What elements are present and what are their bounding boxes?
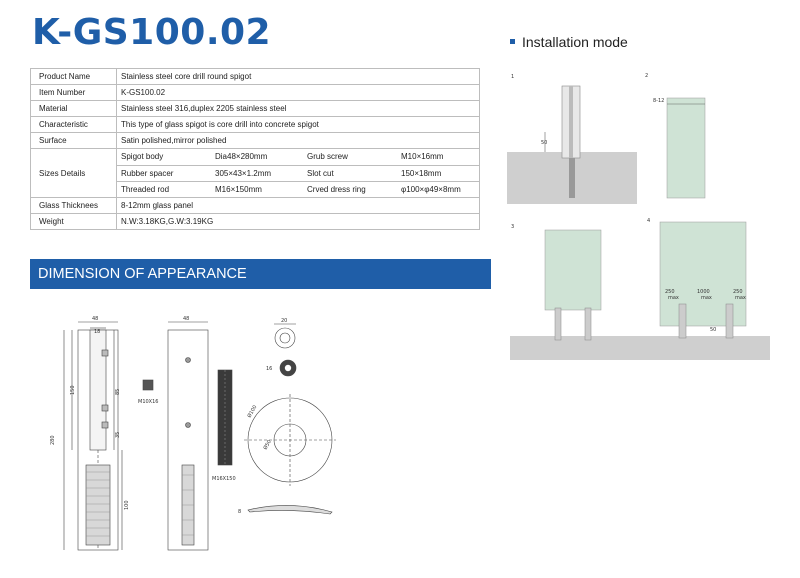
- spec-row-characteristic: [31, 117, 480, 133]
- product-title: K-GS100.02: [32, 12, 272, 53]
- size-name: Threaded rod: [121, 184, 170, 194]
- size-name: Spigot body: [117, 149, 211, 165]
- spec-label: Material: [31, 101, 117, 117]
- spec-label: Product Name: [31, 69, 117, 85]
- spec-row-surface: [31, 133, 480, 149]
- dimension-drawings: [30, 300, 370, 560]
- install-dim-50: 50: [541, 140, 548, 146]
- spec-row-product-name: [31, 69, 480, 85]
- size-value: 150×18mm: [397, 165, 479, 181]
- bullet-square-icon: [510, 39, 515, 44]
- size-name: Crved dress ring: [307, 184, 366, 194]
- dim-phi50: Ø50: [262, 439, 273, 451]
- spigot-side-view: [168, 322, 208, 550]
- spec-row-material: [31, 101, 480, 117]
- sizes-cell: [117, 149, 480, 198]
- installation-title-text: Installation mode: [522, 34, 628, 50]
- spec-value: 8-12mm glass panel: [117, 198, 480, 214]
- size-value: M10×16mm: [397, 149, 479, 165]
- install-step-1: [507, 86, 637, 204]
- install-dim-250b: 250: [733, 289, 743, 295]
- threaded-rod: [218, 370, 232, 465]
- spec-label: Sizes Details: [31, 149, 117, 198]
- dim-20: 20: [281, 318, 288, 324]
- spec-row-weight: [31, 214, 480, 230]
- install-step-4: [660, 222, 746, 338]
- spec-value: Stainless steel core drill round spigot: [117, 69, 480, 85]
- size-name: Grub screw: [303, 149, 397, 165]
- spec-row-sizes: [31, 149, 480, 198]
- dim-16: 16: [266, 366, 273, 372]
- dim-85: 85: [115, 388, 121, 395]
- dress-ring: [244, 394, 336, 514]
- spec-value: N.W:3.18KG,G.W:3.19KG: [117, 214, 480, 230]
- step-2-label: 2: [645, 73, 649, 79]
- install-dim-8-12: 8-12: [653, 98, 665, 104]
- dim-35: 35: [115, 431, 121, 438]
- spec-label: Weight: [31, 214, 117, 230]
- size-value: 305×43×1.2mm: [211, 165, 303, 181]
- step-1-label: 1: [511, 74, 515, 80]
- sizes-row: [117, 149, 479, 165]
- step-3-label: 3: [511, 224, 515, 230]
- size-value: M16×150mm: [215, 184, 262, 194]
- size-name: Rubber spacer: [117, 165, 211, 181]
- spec-row-glass-thickness: [31, 198, 480, 214]
- spec-row-item-number: [31, 85, 480, 101]
- size-value: Dia48×280mm: [211, 149, 303, 165]
- install-max-b: max: [701, 295, 712, 301]
- install-max-a: max: [668, 295, 679, 301]
- grub-screw: [143, 380, 153, 390]
- sizes-row: [117, 181, 479, 197]
- install-dim-1000: 1000: [697, 289, 710, 295]
- spec-value: K-GS100.02: [117, 85, 480, 101]
- sizes-row: [117, 165, 479, 181]
- nut-parts: [274, 324, 296, 376]
- size-name: Slot cut: [303, 165, 397, 181]
- spec-label: Characteristic: [31, 117, 117, 133]
- spec-value: Stainless steel 316,duplex 2205 stainless steel: [117, 101, 480, 117]
- dim-100: 100: [124, 500, 130, 510]
- spec-value: Satin polished,mirror polished: [117, 133, 480, 149]
- spec-label: Glass Thicknees: [31, 198, 117, 214]
- size-value: φ100×φ49×8mm: [401, 184, 461, 194]
- spec-label: Item Number: [31, 85, 117, 101]
- dim-48a: 48: [92, 316, 99, 322]
- grub-label: M10X16: [138, 399, 159, 405]
- dimension-section-header: DIMENSION OF APPEARANCE: [30, 259, 491, 289]
- spec-value: This type of glass spigot is core drill into concrete spigot: [117, 117, 480, 133]
- dim-phi100: Ø100: [246, 404, 259, 419]
- spec-table: [30, 68, 480, 230]
- install-step-2: [667, 98, 705, 198]
- spec-label: Surface: [31, 133, 117, 149]
- install-max-c: max: [735, 295, 746, 301]
- rod-label: M16X150: [212, 476, 236, 482]
- dim-280: 280: [50, 435, 56, 445]
- dim-18: 18: [94, 329, 101, 335]
- step-4-label: 4: [647, 218, 651, 224]
- dim-8: 8: [238, 509, 242, 515]
- installation-illustrations: [505, 68, 775, 368]
- install-dim-250a: 250: [665, 289, 675, 295]
- dim-48b: 48: [183, 316, 190, 322]
- sizes-table: [117, 149, 479, 197]
- dim-150: 150: [70, 385, 76, 395]
- installation-title: [510, 34, 628, 50]
- spigot-front-view: [64, 322, 122, 550]
- install-dim-50b: 50: [710, 327, 717, 333]
